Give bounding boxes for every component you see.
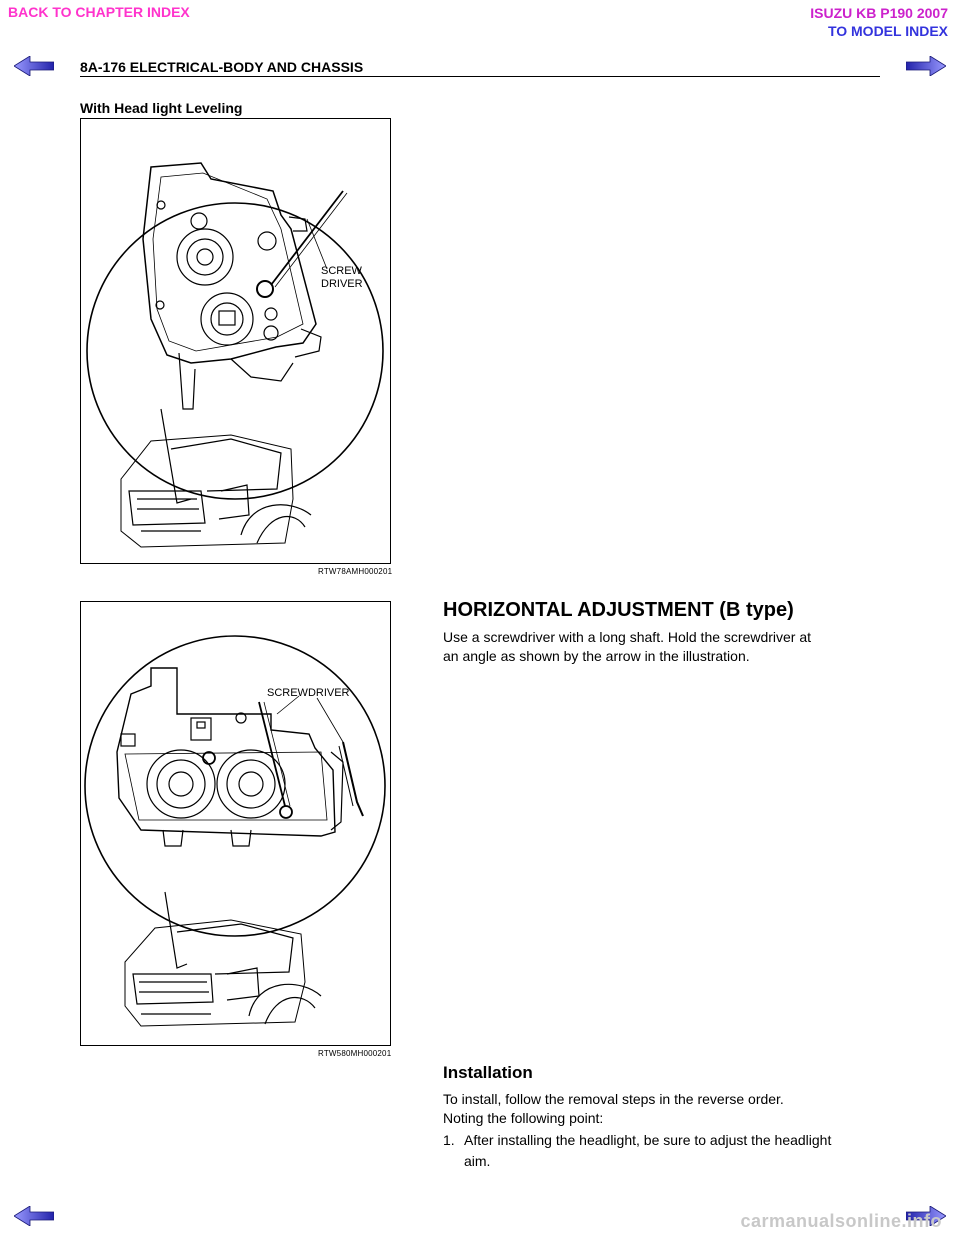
screwdriver-label-line1: SCREW: [321, 265, 362, 277]
horizontal-adjustment-text-1: Use a screwdriver with a long shaft. Hold the screwdriver at: [443, 629, 812, 645]
figure1-caption: RTW78AMH000201: [318, 567, 393, 576]
horizontal-adjustment-heading: HORIZONTAL ADJUSTMENT (B type): [443, 599, 794, 621]
page-header-title: 8A-176 ELECTRICAL-BODY AND CHASSIS: [80, 59, 364, 75]
installation-step-number: 1.: [443, 1132, 455, 1148]
figure1-frame: [80, 118, 391, 564]
previous-page-bottom-arrow-icon[interactable]: [14, 1206, 54, 1226]
installation-step-text-1: After installing the headlight, be sure to adjust the headlight: [464, 1132, 832, 1148]
site-watermark: carmanualsonline.info: [740, 1211, 942, 1231]
next-page-arrow-icon[interactable]: [906, 56, 946, 76]
screwdriver-label-line2: DRIVER: [321, 278, 363, 290]
installation-text-1: To install, follow the removal steps in the reverse order.: [443, 1091, 784, 1107]
installation-heading: Installation: [443, 1063, 533, 1082]
header-divider: [80, 76, 880, 77]
horizontal-adjustment-text-2: an angle as shown by the arrow in the illustration.: [443, 648, 750, 664]
screwdriver-label: SCREWDRIVER: [267, 687, 350, 699]
figure2-caption: RTW580MH000201: [318, 1049, 392, 1058]
horizontal-adjustment-illustration: [81, 602, 390, 1045]
model-nav[interactable]: [810, 4, 948, 40]
figure1-heading: With Head light Leveling: [80, 100, 243, 116]
to-model-index-link[interactable]: TO MODEL INDEX: [827, 23, 948, 39]
headlight-leveling-illustration: [81, 119, 390, 563]
model-title: ISUZU KB P190 2007: [810, 5, 948, 21]
previous-page-arrow-icon[interactable]: [14, 56, 54, 76]
back-to-chapter-index-link[interactable]: BACK TO CHAPTER INDEX: [8, 4, 190, 20]
installation-step-text-2: aim.: [464, 1153, 491, 1169]
installation-text-2: Noting the following point:: [443, 1110, 604, 1126]
figure2-frame: [80, 601, 391, 1046]
